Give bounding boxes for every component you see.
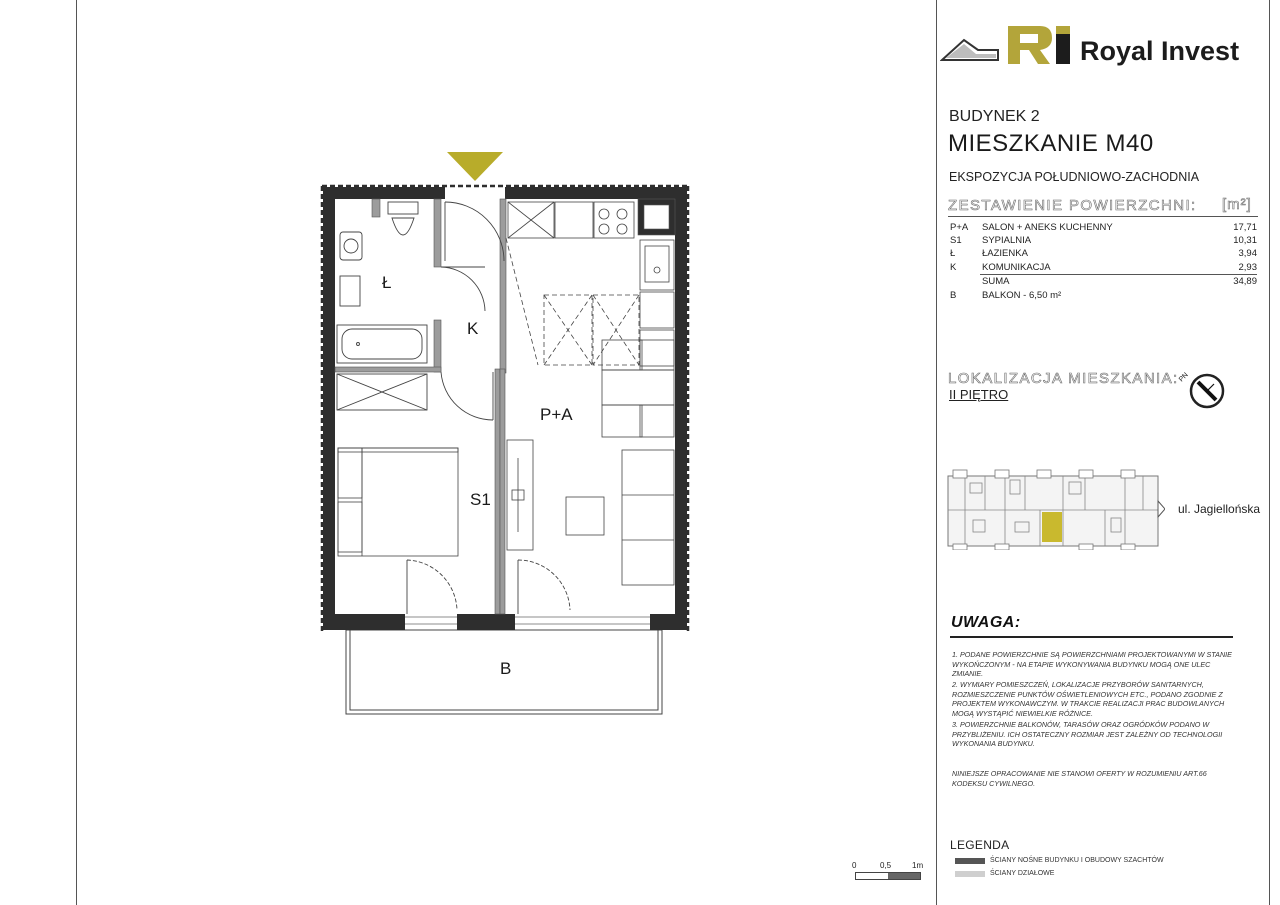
panel-divider — [1269, 0, 1270, 905]
compass-icon — [1188, 372, 1226, 410]
area-name: SALON + ANEKS KUCHENNY — [982, 222, 1113, 233]
apartment-highlight — [1042, 512, 1062, 542]
partitions — [335, 199, 675, 614]
windows — [405, 617, 650, 624]
legend-label-partition: ŚCIANY DZIAŁOWE — [990, 870, 1055, 877]
brand-name: Royal Invest — [1080, 36, 1240, 66]
exposure-label: EKSPOZYCJA POŁUDNIOWO-ZACHODNIA — [949, 170, 1200, 184]
legend-title: LEGENDA — [950, 838, 1010, 852]
brand-logo — [940, 22, 1260, 72]
room-label-bath: Ł — [382, 273, 392, 292]
scale-label-half: 0,5 — [880, 861, 892, 870]
bathroom-fixtures — [337, 202, 427, 410]
scale-bar — [855, 872, 921, 880]
area-value: 2,93 — [1238, 262, 1257, 273]
legend-swatch-partition — [955, 871, 985, 877]
room-label-balcony: B — [500, 659, 512, 678]
area-sum-row — [950, 276, 1257, 289]
bedroom-furniture — [338, 448, 458, 556]
note-item: 2. WYMIARY POMIESZCZEŃ, LOKALIZACJE PRZYBORÓW SANITARNYCH, ROZMIESZCZENIE PUNKTÓW OŚWIETLENIOWYCH ETC., PODANO ZGODNIE Z PROJEKTEM WYKONAWCZYM. W TRAKCIE REALIZACJI PRAC BUDOWLANYCH MOGĄ WYSTĄPIĆ NIEWIELKIE RÓŻNICE. — [952, 680, 1225, 718]
ri-logo-icon — [1004, 24, 1074, 66]
balcony-code: B — [950, 290, 957, 301]
sum-label: SUMA — [982, 276, 1010, 287]
areas-unit: [m²] — [1222, 196, 1252, 213]
floor-label: II PIĘTRO — [949, 387, 1009, 402]
room-label-hall: K — [467, 319, 479, 338]
area-name: KOMUNIKACJA — [982, 262, 1051, 273]
area-code: K — [950, 262, 957, 273]
sum-divider — [980, 274, 1257, 275]
area-value: 10,31 — [1233, 235, 1257, 246]
disclaimer: NINIEJSZE OPRACOWANIE NIE STANOWI OFERTY W ROZUMIENIU ART.66 KODEKSU CYWILNEGO. — [952, 769, 1207, 788]
areas-divider — [948, 216, 1258, 217]
area-name: ŁAZIENKA — [982, 248, 1028, 259]
location-title: LOKALIZACJA MIESZKANIA: — [948, 370, 1179, 387]
notes-title: UWAGA: — [951, 614, 1021, 631]
area-row — [950, 222, 1257, 235]
room-label-bedroom: S1 — [470, 490, 491, 509]
building-key-plan — [945, 468, 1165, 550]
area-code: Ł — [950, 248, 956, 259]
area-code: S1 — [950, 235, 962, 246]
balcony-row — [950, 290, 1257, 303]
area-code: P+A — [950, 222, 969, 233]
room-label-living: P+A — [540, 405, 573, 424]
balcony-area: BALKON - 6,50 m² — [982, 290, 1062, 301]
note-item: 3. POWIERZCHNIE BALKONÓW, TARASÓW ORAZ OGRÓDKÓW PODANO W PRZYBLIŻENIU. ICH OSTATECZNY ROZMIAR JEST ZALEŻNY OD TECHNOLOGII WYKONANIA BUDYNKU. — [952, 720, 1223, 749]
legend-label-bearing: ŚCIANY NOŚNE BUDYNKU I OBUDOWY SZACHTÓW — [990, 857, 1164, 864]
living-furniture — [507, 340, 674, 585]
notes-divider — [950, 636, 1233, 638]
apartment-title: MIESZKANIE M40 — [948, 130, 1154, 157]
area-row — [950, 248, 1257, 261]
building-label: BUDYNEK 2 — [949, 108, 1040, 125]
sum-value: 34,89 — [1233, 276, 1257, 287]
legend-swatch-bearing — [955, 858, 985, 864]
scale-bar-fill — [888, 873, 920, 879]
scale-label-0: 0 — [852, 861, 857, 870]
area-row — [950, 235, 1257, 248]
area-value: 17,71 — [1233, 222, 1257, 233]
area-name: SYPIALNIA — [982, 235, 1032, 246]
compass-label: PN — [1177, 371, 1190, 384]
floor-plan — [300, 140, 710, 730]
areas-title: ZESTAWIENIE POWIERZCHNI: — [948, 197, 1197, 214]
entrance-arrow-icon — [447, 152, 503, 181]
area-value: 3,94 — [1238, 248, 1257, 259]
scale-label-1m: 1m — [912, 861, 924, 870]
street-label: ul. Jagiellońska — [1178, 502, 1261, 516]
sheet-border-left — [76, 0, 77, 905]
note-item: 1. PODANE POWIERZCHNIE SĄ POWIERZCHNIAMI PROJEKTOWANYMI W STANIE WYKOŃCZONYM - NA ETAPIE WYKONYWANIA BUDYNKU MOGĄ ONE ULEC ZMIANIE. — [952, 650, 1232, 679]
sheet-border-right — [936, 0, 937, 905]
roof-icon — [940, 36, 1000, 64]
